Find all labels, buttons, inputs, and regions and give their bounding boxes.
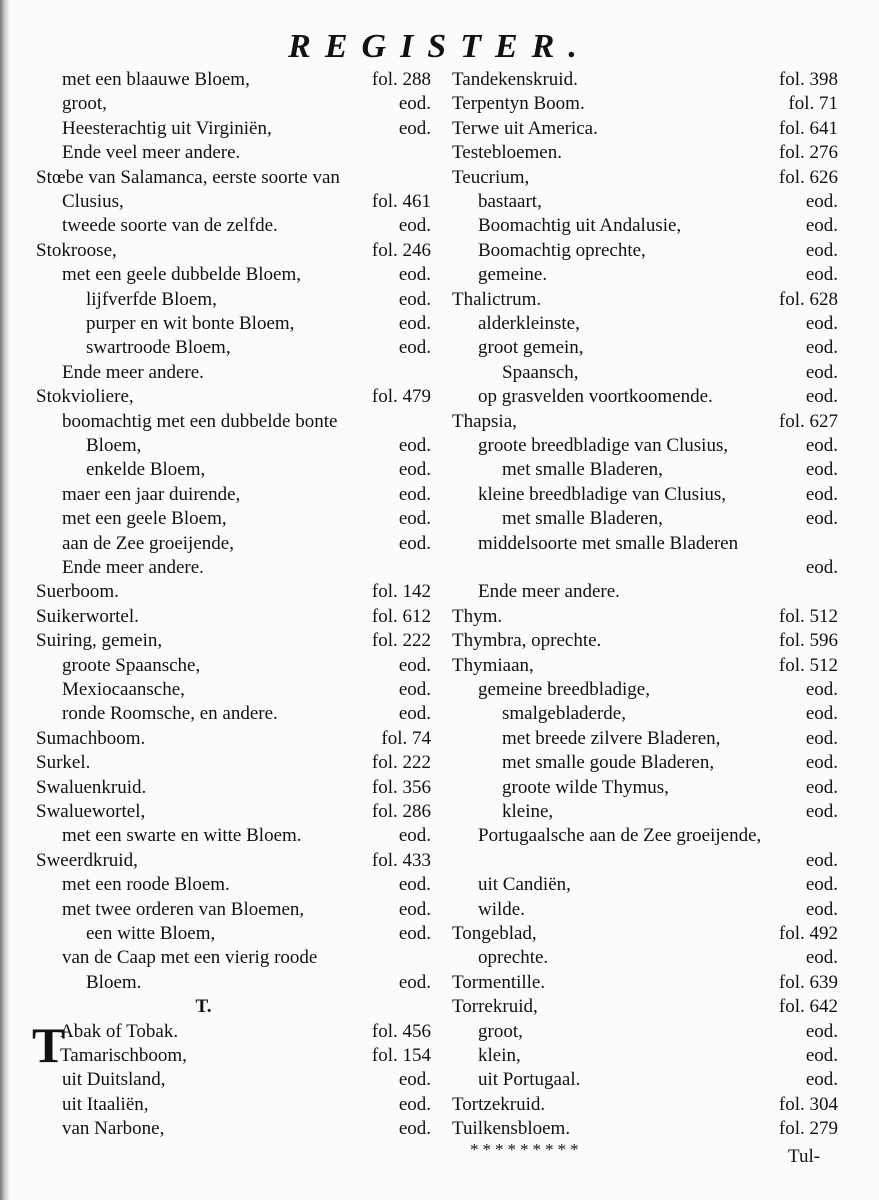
entry-text: met een roode Bloem. [62,874,230,896]
folio-reference: eod. [805,703,838,725]
entry-text: Abak of Tobak. [60,1020,179,1042]
index-entry [36,141,431,165]
index-entry [452,702,838,726]
folio-reference: eod. [805,435,838,456]
index-entry [36,629,431,653]
index-entry [452,922,838,946]
folio-reference: eod. [398,459,431,481]
index-entry [452,678,838,702]
entry-text: maer een jaar duirende, [62,483,241,505]
folio-reference: eod. [805,1045,838,1066]
index-entry [36,263,431,287]
entry-text: met smalle Bladeren, [502,459,663,481]
index-entry [36,532,431,556]
index-entry [452,1117,838,1141]
folio-reference: eod. [805,215,838,237]
folio-reference: fol. 356 [371,776,431,798]
folio-reference: fol. 479 [371,386,431,408]
drop-cap: T [32,1016,66,1073]
entry-text: kleine breedbladige van Clusius, [478,483,726,505]
folio-reference: fol. 222 [371,630,431,652]
index-entry [36,68,431,92]
entry-text: Thymiaan, [452,654,534,676]
folio-reference: eod. [805,874,838,896]
entry-text: enkelde Bloem, [86,459,206,481]
entry-text: met breede zilvere Bladeren, [502,727,721,749]
index-entry [36,434,431,458]
entry-text: wilde. [478,898,525,920]
folio-reference: eod. [805,752,838,774]
index-entry [36,727,431,751]
folio-reference: eod. [398,435,431,456]
folio-reference: fol. 74 [381,727,431,749]
entry-text: Tormentille. [452,971,546,993]
entry-text: swartroode Bloem, [86,337,231,359]
ornament-stars: ********* [470,1140,583,1159]
entry-text: Teucrium, [452,166,530,188]
entry-text: Stokroose, [36,239,117,261]
folio-reference: eod. [805,849,838,871]
index-entry [452,214,838,238]
entry-text: ronde Roomsche, en andere. [62,703,278,725]
index-entry [452,751,838,775]
index-entry [36,654,431,678]
folio-reference: eod. [398,264,431,286]
folio-reference: eod. [398,923,431,944]
folio-reference: fol. 642 [778,996,838,1018]
entry-text: met twee orderen van Bloemen, [62,898,305,920]
folio-reference: fol. 627 [778,410,838,432]
entry-text: Torrekruid, [452,996,538,1018]
entry-text: Thym. [452,605,503,627]
index-entry [452,946,838,970]
folio-reference: eod. [398,215,431,237]
entry-text: uit Candiën, [478,874,571,896]
folio-reference: eod. [398,337,431,359]
index-entry [36,312,431,336]
index-entry [452,68,838,92]
index-entry [36,776,431,800]
index-entry [36,288,431,312]
entry-text: Ende meer andere. [478,581,620,603]
folio-reference: eod. [805,508,838,530]
folio-reference: eod. [805,386,838,408]
entry-text: uit Itaaliën, [62,1093,149,1115]
entry-text: tweede soorte van de zelfde. [62,215,278,237]
index-entry [452,1044,838,1068]
entry-text: Boomachtig oprechte, [478,239,646,261]
index-entry [452,776,838,800]
folio-reference: eod. [398,508,431,530]
index-entry [36,410,431,434]
index-entry [452,312,838,336]
index-entry [452,1068,838,1092]
index-entry [452,800,838,824]
index-entry [36,580,431,604]
entry-text: oprechte. [478,947,549,969]
folio-reference: eod. [398,679,431,700]
entry-text: Mexiocaansche, [62,679,185,700]
folio-reference: fol. 461 [371,191,431,212]
index-entry [452,824,838,848]
folio-reference: fol. 512 [778,654,838,676]
index-entry [452,507,838,531]
entry-text: groot, [62,93,107,115]
index-entry [36,1068,431,1092]
index-entry [36,239,431,263]
entry-text: Tongeblad, [452,923,537,944]
folio-reference: fol. 639 [778,971,838,993]
folio-reference: eod. [805,337,838,359]
folio-reference: fol. 626 [778,166,838,188]
folio-reference: fol. 222 [371,752,431,774]
entry-text: met smalle Bladeren, [502,508,663,530]
entry-text: Suikerwortel. [36,605,139,627]
index-entry [36,971,431,995]
index-entry [452,483,838,507]
entry-text: Boomachtig uit Andalusie, [478,215,682,237]
index-entry [36,995,431,1019]
folio-reference: eod. [805,1069,838,1091]
index-entry [36,214,431,238]
index-entry [452,361,838,385]
index-entry [452,410,838,434]
entry-text: uit Duitsland, [62,1069,166,1091]
entry-text: Bloem. [86,971,142,993]
folio-reference: eod. [805,483,838,505]
folio-reference: eod. [805,1020,838,1042]
folio-reference: eod. [398,971,431,993]
index-entry [452,654,838,678]
entry-text: middelsoorte met smalle Bladeren [478,532,739,554]
index-entry [36,605,431,629]
entry-text: alderkleinste, [478,313,580,334]
entry-text: gemeine. [478,264,548,286]
index-entry [452,1093,838,1117]
entry-text: met een geele dubbelde Bloem, [62,264,301,286]
entry-text: met een swarte en witte Bloem. [62,825,302,847]
index-entry [452,288,838,312]
entry-text: Portugaalsche aan de Zee groeijende, [478,825,762,847]
index-entry [36,678,431,702]
entry-text: een witte Bloem, [86,923,216,944]
entry-text: Heesterachtig uit Virginiën, [62,117,272,139]
entry-text: Stokvioliere, [36,386,134,408]
index-entry [36,1093,431,1117]
folio-reference: eod. [805,947,838,969]
index-entry [452,385,838,409]
folio-reference: eod. [805,264,838,286]
folio-reference: eod. [398,874,431,896]
folio-reference: eod. [805,898,838,920]
index-entry [452,263,838,287]
index-entry [452,971,838,995]
index-entry [36,190,431,214]
entry-text: Thymbra, oprechte. [452,630,602,652]
entry-text: kleine, [502,801,554,822]
index-entry [36,849,431,873]
entry-text: bastaart, [478,191,542,212]
index-entry [36,922,431,946]
entry-text: Testebloemen. [452,142,562,164]
folio-reference: eod. [398,1069,431,1091]
entry-text: Suerboom. [36,581,119,603]
entry-text: Spaansch, [502,361,579,383]
page-edge-shadow [0,0,10,1200]
entry-text: lijfverfde Bloem, [86,288,217,310]
entry-text: Clusius, [62,191,124,212]
entry-text: Ende meer andere. [62,557,204,578]
index-entry [452,239,838,263]
entry-text: uit Portugaal. [478,1069,581,1091]
index-entry [36,507,431,531]
entry-text: Terwe uit America. [452,117,598,139]
index-entry [452,995,838,1019]
index-entry [36,483,431,507]
entry-text: Sumachboom. [36,727,146,749]
entry-text: Ende meer andere. [62,361,204,383]
folio-reference: eod. [805,191,838,212]
index-entry [36,946,431,970]
folio-reference: eod. [398,1118,431,1140]
index-entry [36,702,431,726]
index-entry [452,873,838,897]
entry-text: gemeine breedbladige, [478,679,650,700]
folio-reference: fol. 398 [778,69,838,90]
folio-reference: fol. 612 [371,605,431,627]
folio-reference: fol. 304 [778,1093,838,1115]
entry-text: Terpentyn Boom. [452,93,585,115]
folio-reference: eod. [805,557,838,578]
folio-reference: fol. 288 [371,69,431,90]
index-entry [36,385,431,409]
index-entry [36,117,431,141]
folio-reference: fol. 246 [371,239,431,261]
folio-reference: eod. [805,776,838,798]
entry-text: Tuilkensbloem. [452,1118,571,1140]
index-entry [452,336,838,360]
index-entry [452,605,838,629]
folio-reference: fol. 512 [778,605,838,627]
entry-text: Surkel. [36,752,91,774]
entry-text: op grasvelden voortkoomende. [478,386,713,408]
index-entry [452,117,838,141]
folio-reference: eod. [398,483,431,505]
folio-reference: eod. [398,532,431,554]
index-entry [452,532,838,556]
entry-text: Tamarischboom, [60,1045,187,1066]
folio-reference: fol. 142 [371,581,431,603]
index-entry [36,800,431,824]
index-entry [36,361,431,385]
entry-text: met smalle goude Bladeren, [502,752,715,774]
folio-reference: fol. 641 [778,117,838,139]
index-entry [452,556,838,580]
index-entry [452,727,838,751]
index-entry [36,873,431,897]
index-entry [452,1020,838,1044]
folio-reference: eod. [398,313,431,334]
entry-text: Swaluenkruid. [36,776,147,798]
entry-text: van de Caap met een vierig roode [62,947,318,969]
entry-text: Tandekenskruid. [452,69,578,90]
entry-text: Stœbe van Salamanca, eerste soorte van [36,166,340,188]
index-entry [36,751,431,775]
folio-reference: eod. [398,898,431,920]
index-entry [36,92,431,116]
folio-reference: fol. 596 [778,630,838,652]
index-entry [452,458,838,482]
folio-reference: fol. 276 [778,142,838,164]
entry-text: met een geele Bloem, [62,508,227,530]
index-entry [36,458,431,482]
entry-text: Tortzekruid. [452,1093,546,1115]
entry-text: aan de Zee groeijende, [62,532,234,554]
folio-reference: eod. [805,727,838,749]
index-entry [36,898,431,922]
index-entry [452,629,838,653]
entry-text: groot gemein, [478,337,584,359]
folio-reference: eod. [805,361,838,383]
entry-text: Ende veel meer andere. [62,142,241,164]
catchword: Tul- [788,1146,821,1167]
index-entry [452,580,838,604]
index-entry [36,1117,431,1141]
entry-text: Suiring, gemein, [36,630,163,652]
index-entry [452,190,838,214]
entry-text: klein, [478,1045,521,1066]
entry-text: T. [195,996,212,1018]
index-entry [452,166,838,190]
index-entry [452,849,838,873]
entry-text: boomachtig met een dubbelde bonte [62,410,338,432]
folio-reference: eod. [805,459,838,481]
entry-text: met een blaauwe Bloem, [62,69,250,90]
entry-text: groote breedbladige van Clusius, [478,435,729,456]
index-entry [452,898,838,922]
folio-reference: eod. [398,654,431,676]
index-entry [452,141,838,165]
index-entry [36,336,431,360]
folio-reference: eod. [805,239,838,261]
entry-text: Thapsia, [452,410,517,432]
folio-reference: fol. 154 [371,1045,431,1066]
entry-text: groote Spaansche, [62,654,201,676]
entry-text: Sweerdkruid, [36,849,138,871]
folio-reference: eod. [805,313,838,334]
entry-text: van Narbone, [62,1118,165,1140]
folio-reference: eod. [398,703,431,725]
folio-reference: eod. [805,801,838,822]
folio-reference: eod. [805,679,838,700]
index-entry [452,434,838,458]
entry-text: smalgebladerde, [502,703,626,725]
index-entry [36,556,431,580]
folio-reference: fol. 286 [371,801,431,822]
index-entry [36,824,431,848]
folio-reference: eod. [398,93,431,115]
folio-reference: eod. [398,288,431,310]
page-title: REGISTER. [288,28,591,65]
entry-text: purper en wit bonte Bloem, [86,313,295,334]
folio-reference: fol. 433 [371,849,431,871]
folio-reference: fol. 628 [778,288,838,310]
folio-reference: eod. [398,1093,431,1115]
folio-reference: fol. 492 [778,923,838,944]
folio-reference: fol. 71 [788,93,838,115]
entry-text: Thalictrum. [452,288,542,310]
folio-reference: fol. 279 [778,1118,838,1140]
entry-text: groot, [478,1020,523,1042]
entry-text: groote wilde Thymus, [502,776,669,798]
folio-reference: eod. [398,825,431,847]
entry-text: Bloem, [86,435,142,456]
index-entry [36,1044,431,1068]
index-entry [36,166,431,190]
folio-reference: fol. 456 [371,1020,431,1042]
folio-reference: eod. [398,117,431,139]
index-entry [452,92,838,116]
entry-text: Swaluewortel, [36,801,146,822]
